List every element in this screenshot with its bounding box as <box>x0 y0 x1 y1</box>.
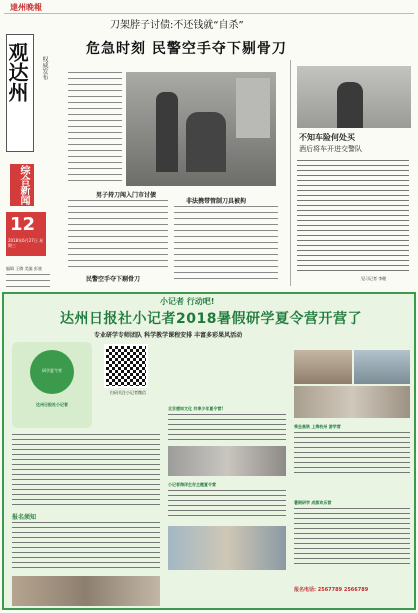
ad-section-3-text <box>294 432 410 476</box>
side-story-title: 不知车险何处买 <box>299 133 355 142</box>
ad-tag: 小记者 行动吧! <box>160 297 215 306</box>
article-photo <box>126 72 276 186</box>
ad-slogan: 专业研学专师团队 科学教学课程安排 丰富多彩果风活动 <box>94 332 243 339</box>
ad-intro-text <box>12 434 160 506</box>
ad-right-photo-3 <box>294 386 410 418</box>
side-story-byline: 见习记者 李健 <box>361 276 387 281</box>
ad-section-3-title: 乘坐高铁 上海杭州 游学营 <box>294 424 341 429</box>
editor-credit: 编辑 王腾 美编 彭骏 <box>6 266 42 271</box>
main-article <box>66 14 286 288</box>
article-body-col1 <box>68 72 122 182</box>
qr-caption: 扫码关注小记者微信 <box>110 390 146 395</box>
ad-contact: 报名电话: 2567789 2566789 <box>294 587 369 593</box>
side-story <box>290 60 414 286</box>
caption-left: 男子持刀闯入门市讨债 <box>96 192 157 199</box>
ad-section-1 <box>168 406 288 466</box>
masthead <box>4 2 414 14</box>
ad-photo-group <box>12 576 160 606</box>
ad-section-2-title: 小记者海洋生存主题夏令营 <box>168 482 216 487</box>
ad-logo-text: 达州日报社小记者 <box>36 402 68 407</box>
ad-right-photo-1 <box>294 350 352 384</box>
photo-figure-left <box>156 92 178 172</box>
credit-lines <box>6 274 50 288</box>
masthead-logo: 達州晚報 <box>10 2 42 12</box>
ad-section-4 <box>294 500 412 580</box>
ad-section-3 <box>294 424 412 494</box>
ad-title: 达州日报社小记者2018暑假研学夏令营开营了 <box>60 311 362 327</box>
ad-section-1-title: 北京感知文化 共享少年夏令营! <box>168 406 224 411</box>
article-body-col3 <box>174 206 278 282</box>
caption-right: 非法携带管制刀具被拘 <box>186 198 247 205</box>
ad-right-photo-2 <box>354 350 410 384</box>
ad-section-4-text <box>294 508 410 568</box>
ad-logo-block <box>12 342 92 428</box>
ad-info-text <box>12 522 160 572</box>
section-column <box>4 16 62 288</box>
side-story-photo <box>297 66 411 128</box>
photo-figure-right <box>186 112 226 172</box>
ad-page <box>2 292 416 610</box>
photo-window <box>236 78 270 138</box>
qr-code[interactable] <box>104 344 148 388</box>
side-story-body <box>297 160 409 272</box>
caption-bottom: 民警空手夺下剔骨刀 <box>86 276 141 283</box>
article-subhead: 刀架脖子讨债:不还钱就“自杀” <box>110 20 244 31</box>
side-story-subtitle: 酒后将车开进交警队 <box>299 145 362 153</box>
ad-circle-text: 研学夏令营 <box>42 368 62 373</box>
ad-info-heading: 报名须知 <box>12 514 37 521</box>
section-tag: 综合新闻 <box>10 164 34 206</box>
page-number: 12 <box>10 214 36 235</box>
newspaper-top-page <box>0 0 418 290</box>
section-title: 观达州 <box>5 42 29 102</box>
issue-date: 2018年6月27日 星期三 <box>8 238 44 248</box>
article-body-col2 <box>68 200 168 270</box>
ad-section-2 <box>168 482 288 602</box>
section-subtitle: 权威发布 <box>41 56 48 80</box>
photo-officer <box>337 82 363 128</box>
article-headline: 危急时刻 民警空手夺下剔骨刀 <box>86 41 287 57</box>
ad-section-2-text <box>168 490 286 520</box>
ad-right-photos <box>294 350 410 420</box>
ad-section-4-title: 暑期研学 成都欢乐营 <box>294 500 332 505</box>
ad-section-1-text <box>168 414 286 442</box>
ad-section-1-photo <box>168 446 286 476</box>
ad-section-2-photo <box>168 526 286 570</box>
